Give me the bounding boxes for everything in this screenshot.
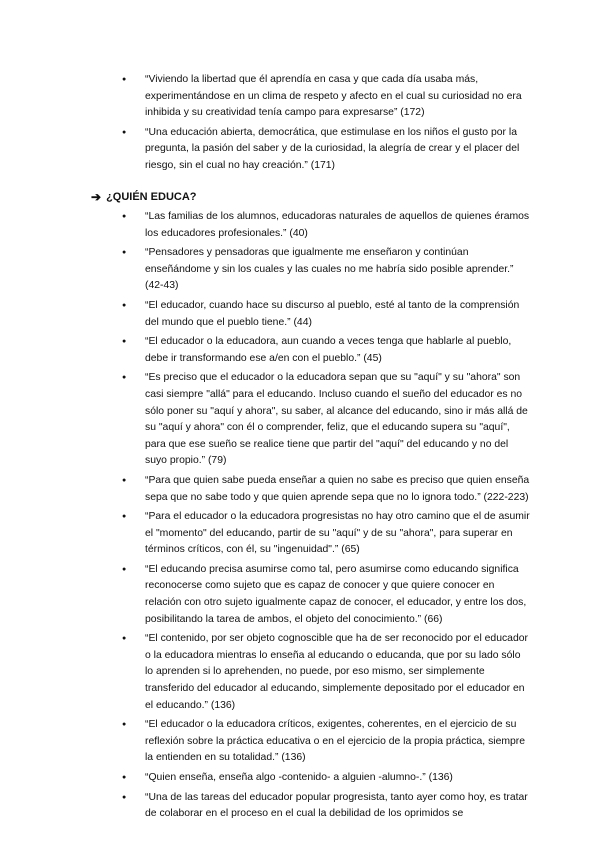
list-item: ● “El contenido, por ser objeto cognoscible que ha de ser reconocido por el educador o la educadora mientras lo enseña al educando o educanda, que por su lado sólo lo aprenden si lo aprehenden, no puede, por eso mismo, ser simplemente transferido del educador al educando, simplemente depositado por el educador en el educando.” (136) <box>145 631 530 714</box>
arrow-right-icon: ➔ <box>91 190 102 204</box>
list-item: ● “Es preciso que el educador o la educadora sepan que su "aquí" y su "ahora" son casi siempre "allá" para el educando. Incluso cuando el sueño del educador es no sólo poner su "aquí y ahora", su saber, al alcance del educando, sino ir más allá de su "aquí y ahora" con él o comprender, feliz, que el educando supera su "aquí", para que ese sueño se realice tiene que partir del "aquí" del educando y no del suyo propio.” (79) <box>145 370 530 470</box>
list-item: ● “Quien enseña, enseña algo -contenido- a alguien -alumno-.” (136) <box>145 770 530 787</box>
list-item: ● “Pensadores y pensadoras que igualmente me enseñaron y continúan enseñándome y sin los cuales y las cuales no me habría sido posible aprender.” (42-43) <box>145 245 530 295</box>
list-item: ● “El educando precisa asumirse como tal, pero asumirse como educando significa reconocerse como sujeto que es capaz de conocer y que quiere conocer en relación con otro sujeto igualmente capaz de conocer, el educador, y entre los dos, posibilitando la tarea de ambos, el objeto del conocimiento.” (66) <box>145 562 530 628</box>
list-item: ● “Una educación abierta, democrática, que estimulase en los niños el gusto por la pregunta, la pasión del saber y de la curiosidad, la alegría de crear y el placer del riesgo, sin el cual no hay creación.” (171) <box>145 125 530 175</box>
list-item: ● “Para que quien sabe pueda enseñar a quien no sabe es preciso que quien enseña sepa que no sabe todo y que quien aprende sepa que no lo ignora todo.” (222-223) <box>145 473 530 506</box>
bullet-list-top <box>145 72 530 178</box>
list-item: ● “Viviendo la libertad que él aprendía en casa y que cada día usaba más, experimentándose en un clima de respeto y afecto en el cual su curiosidad no era inhibida y su creatividad tenía campo para expresarse” (172) <box>145 72 530 122</box>
list-item: ● “Una de las tareas del educador popular progresista, tanto ayer como hoy, es tratar de colaborar en el proceso en el cual la debilidad de los oprimidos se <box>145 790 530 823</box>
list-item: ● “El educador o la educadora críticos, exigentes, coherentes, en el ejercicio de su reflexión sobre la práctica educativa o en el ejercicio de la propia práctica, siempre la entienden en su totalidad.” (136) <box>145 717 530 767</box>
section-heading-text: ¿QUIÉN EDUCA? <box>106 191 197 203</box>
bullet-list-main <box>145 209 530 826</box>
section-heading <box>91 190 197 204</box>
list-item: ● “El educador o la educadora, aun cuando a veces tenga que hablarle al pueblo, debe ir transformando ese a/en con el pueblo.” (45) <box>145 334 530 367</box>
list-item: ● “Las familias de los alumnos, educadoras naturales de aquellos de quienes éramos los educadores profesionales.” (40) <box>145 209 530 242</box>
list-item: ● “Para el educador o la educadora progresistas no hay otro camino que el de asumir el "momento" del educando, partir de su "aquí" y de su "ahora", para superar en términos críticos, con él, su "ingenuidad".” (65) <box>145 509 530 559</box>
list-item: ● “El educador, cuando hace su discurso al pueblo, esté al tanto de la comprensión del mundo que el pueblo tiene.” (44) <box>145 298 530 331</box>
